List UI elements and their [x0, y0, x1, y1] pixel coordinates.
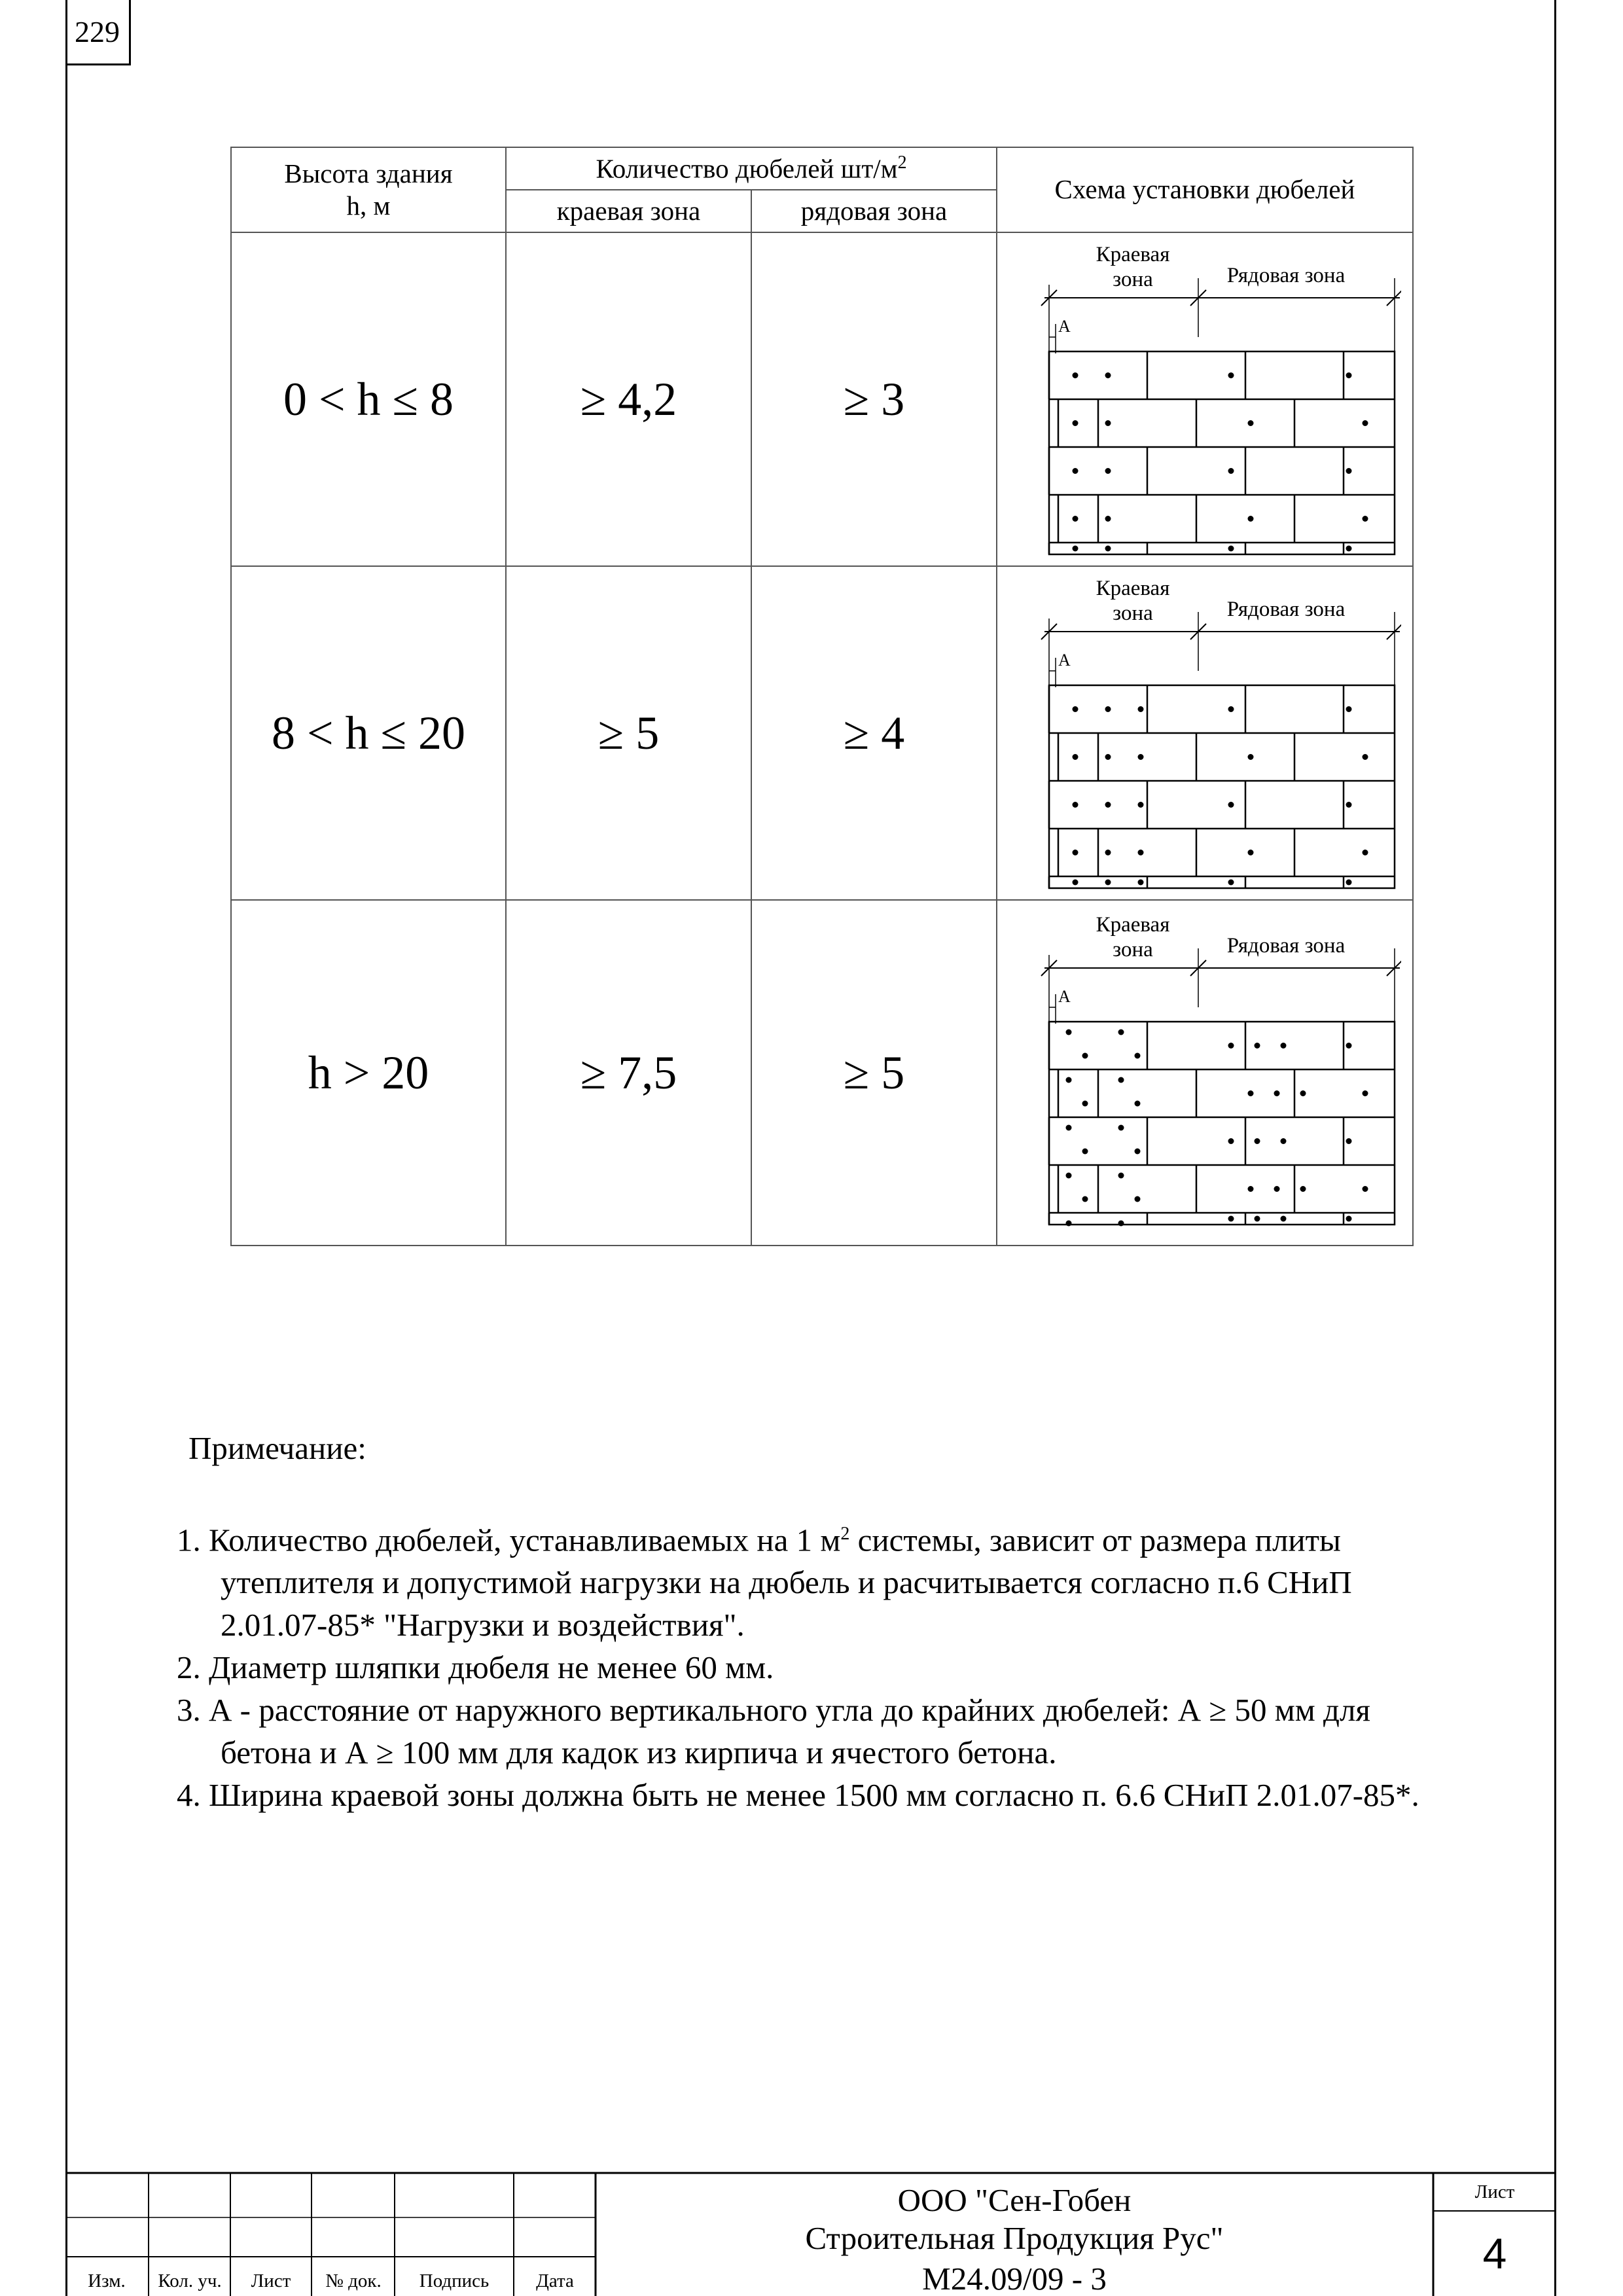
- label-edge-zone: Краевая: [1096, 913, 1170, 937]
- tb-label-date: Дата: [536, 2270, 574, 2291]
- label-edge-zone: Краевая: [1096, 243, 1170, 266]
- dowel-dot: [1228, 706, 1234, 712]
- label-a: А: [1058, 987, 1071, 1006]
- note-item: [177, 1513, 1453, 1646]
- dowel-dot: [1248, 754, 1254, 760]
- dowel-dot: [1363, 516, 1368, 522]
- dowel-dot: [1248, 420, 1254, 426]
- dowel-dot: [1073, 880, 1079, 886]
- row-edge-cell: ≥ 7,5: [506, 900, 751, 1246]
- dowel-dot: [1346, 546, 1352, 552]
- doc-code: М24.09/09 - 3: [922, 2261, 1107, 2296]
- dowel-dot: [1228, 1043, 1234, 1049]
- header-building-height: [231, 147, 506, 232]
- dowel-table: [230, 147, 1414, 1246]
- dowel-dot: [1105, 754, 1111, 760]
- dowel-dot: [1248, 516, 1254, 522]
- header-height-label: Высота здания: [284, 158, 453, 188]
- title-block: [65, 2172, 1556, 2296]
- dowel-dot: [1082, 1053, 1088, 1059]
- table-row: [231, 566, 1413, 900]
- label-edge-zone: зона: [1113, 938, 1153, 961]
- note-item: 4. Ширина краевой зоны должна быть не менее 1500 мм согласно п. 6.6 СНиП 2.01.07-85*.: [177, 1777, 1419, 1814]
- dowel-dot: [1073, 850, 1079, 855]
- sheet-number: 4: [1482, 2229, 1507, 2278]
- dowel-dot: [1255, 1138, 1260, 1144]
- dowel-dot: [1105, 850, 1111, 855]
- dowel-dot: [1228, 468, 1234, 474]
- dowel-dot: [1118, 1077, 1124, 1083]
- label-a: А: [1058, 651, 1071, 670]
- scheme-cell: [997, 232, 1413, 566]
- dowel-dot: [1135, 1196, 1141, 1202]
- dowel-dot: [1138, 706, 1144, 712]
- dowel-dot: [1082, 1196, 1088, 1202]
- scheme-group: [1041, 243, 1401, 554]
- scheme-group: [1041, 577, 1401, 888]
- note-item: 3. А - расстояние от наружного вертикального угла до крайних дюбелей: А ≥ 50 мм для бетона и А ≥ 100 мм для кадок из кирпича и ячестого бетона.: [177, 1692, 1370, 1771]
- dowel-dot: [1135, 1101, 1141, 1107]
- dowel-dot: [1346, 880, 1352, 886]
- row-edge-cell: ≥ 4,2: [506, 232, 751, 566]
- tb-label-list: Лист: [251, 2270, 291, 2291]
- label-edge-zone: зона: [1113, 601, 1153, 625]
- dowel-dot: [1105, 468, 1111, 474]
- dowel-dot: [1281, 1043, 1287, 1049]
- dowel-dot: [1105, 516, 1111, 522]
- dowel-dot: [1363, 754, 1368, 760]
- header-height-unit: h, м: [346, 190, 391, 221]
- dowel-dot: [1105, 546, 1111, 552]
- label-a: А: [1058, 317, 1071, 336]
- dowel-dot: [1346, 468, 1352, 474]
- table-row: [231, 900, 1413, 1246]
- tb-label-kol: Кол. уч.: [158, 2270, 222, 2291]
- dowel-dot: [1135, 1053, 1141, 1059]
- label-row-zone: Рядовая зона: [1226, 598, 1346, 621]
- row-edge-cell: ≥ 5: [506, 566, 751, 900]
- scheme-cell: [997, 566, 1413, 900]
- row-row-cell: ≥ 5: [751, 900, 997, 1246]
- dowel-dot: [1346, 1216, 1352, 1222]
- note-1-before: 1. Количество дюбелей, устанавливаемых на 1 м: [177, 1522, 841, 1558]
- dowel-dot: [1228, 372, 1234, 378]
- dowel-dot: [1082, 1149, 1088, 1155]
- dowel-dot: [1228, 1138, 1234, 1144]
- notes-title: Примечание:: [188, 1430, 366, 1466]
- dowel-dot: [1073, 754, 1079, 760]
- header-dowel-count: [506, 147, 997, 190]
- row-row-cell: ≥ 3: [751, 232, 997, 566]
- dowel-dot: [1255, 1216, 1260, 1222]
- dowel-dot: [1346, 1043, 1352, 1049]
- dowel-dot: [1118, 1221, 1124, 1227]
- dowel-dot: [1255, 1043, 1260, 1049]
- label-row-zone: Рядовая зона: [1226, 264, 1346, 287]
- page-number: 229: [65, 0, 131, 65]
- dowel-dot: [1073, 802, 1079, 808]
- dowel-dot: [1346, 802, 1352, 808]
- dowel-dot: [1346, 372, 1352, 378]
- label-edge-zone: Краевая: [1096, 577, 1170, 600]
- dowel-scheme-diagram: [1008, 239, 1401, 560]
- dowel-dot: [1228, 802, 1234, 808]
- row-height-cell: 8 < h ≤ 20: [231, 566, 506, 900]
- dowel-dot: [1363, 1186, 1368, 1192]
- dowel-dot: [1228, 880, 1234, 886]
- dowel-dot: [1281, 1138, 1287, 1144]
- label-edge-zone: зона: [1113, 268, 1153, 291]
- dowel-dot: [1118, 1173, 1124, 1179]
- table-row: [231, 232, 1413, 566]
- dowel-dot: [1105, 706, 1111, 712]
- header-count-label: Количество дюбелей шт/м: [596, 153, 898, 184]
- tb-label-doc: № док.: [325, 2270, 382, 2291]
- tb-label-sign: Подпись: [419, 2270, 490, 2291]
- dowel-dot: [1066, 1030, 1072, 1035]
- dowel-dot: [1274, 1090, 1280, 1096]
- header-edge-zone: краевая зона: [506, 190, 751, 232]
- dowel-scheme-diagram: [1008, 909, 1401, 1236]
- row-row-cell: ≥ 4: [751, 566, 997, 900]
- dowel-dot: [1118, 1030, 1124, 1035]
- dowel-dot: [1073, 706, 1079, 712]
- dowel-dot: [1073, 516, 1079, 522]
- dowel-dot: [1248, 1090, 1254, 1096]
- dowel-dot: [1228, 1216, 1234, 1222]
- dowel-dot: [1073, 468, 1079, 474]
- dowel-dot: [1138, 802, 1144, 808]
- note-item: 2. Диаметр шляпки дюбеля не менее 60 мм.: [177, 1649, 774, 1686]
- dowel-dot: [1346, 1138, 1352, 1144]
- dowel-dot: [1300, 1186, 1306, 1192]
- dowel-dot: [1105, 880, 1111, 886]
- dowel-dot: [1105, 420, 1111, 426]
- dowel-dot: [1300, 1090, 1306, 1096]
- dowel-dot: [1066, 1077, 1072, 1083]
- dowel-dot: [1105, 372, 1111, 378]
- company-line-2: Строительная Продукция Рус": [805, 2220, 1224, 2256]
- dowel-dot: [1066, 1125, 1072, 1131]
- dowel-dot: [1066, 1221, 1072, 1227]
- dowel-dot: [1363, 850, 1368, 855]
- dowel-dot: [1274, 1186, 1280, 1192]
- dowel-dot: [1082, 1101, 1088, 1107]
- dowel-dot: [1135, 1149, 1141, 1155]
- note-1-after: системы, зависит от размера плиты утеплителя и допустимой нагрузки на дюбель и расчитывается согласно п.6 СНиП 2.01.07-85* "Нагрузки и воздействия".: [221, 1522, 1352, 1643]
- dowel-dot: [1363, 420, 1368, 426]
- row-height-cell: h > 20: [231, 900, 506, 1246]
- dowel-dot: [1073, 420, 1079, 426]
- dowel-dot: [1118, 1125, 1124, 1131]
- dowel-dot: [1138, 880, 1144, 886]
- dowel-dot: [1281, 1216, 1287, 1222]
- header-row-zone: рядовая зона: [751, 190, 997, 232]
- header-count-sup: 2: [897, 152, 907, 173]
- dowel-dot: [1248, 1186, 1254, 1192]
- company-line-1: ООО "Сен-Гобен: [897, 2182, 1132, 2218]
- dowel-scheme-diagram: [1008, 573, 1401, 893]
- note-1-sup: 2: [840, 1524, 850, 1544]
- notes-block: [177, 1427, 1453, 1816]
- header-scheme: Схема установки дюбелей: [997, 147, 1413, 232]
- dowel-dot: [1073, 546, 1079, 552]
- dowel-dot: [1105, 802, 1111, 808]
- dowel-dot: [1248, 850, 1254, 855]
- scheme-cell: [997, 900, 1413, 1246]
- dowel-dot: [1066, 1173, 1072, 1179]
- dowel-dot: [1363, 1090, 1368, 1096]
- dowel-dot: [1073, 372, 1079, 378]
- dowel-dot: [1138, 754, 1144, 760]
- label-row-zone: Рядовая зона: [1226, 934, 1346, 958]
- dowel-dot: [1138, 850, 1144, 855]
- row-height-cell: 0 < h ≤ 8: [231, 232, 506, 566]
- tb-label-izm: Изм.: [88, 2270, 126, 2291]
- dowel-dot: [1228, 546, 1234, 552]
- dowel-dot: [1346, 706, 1352, 712]
- sheet-label: Лист: [1474, 2181, 1515, 2202]
- scheme-group: [1041, 913, 1401, 1236]
